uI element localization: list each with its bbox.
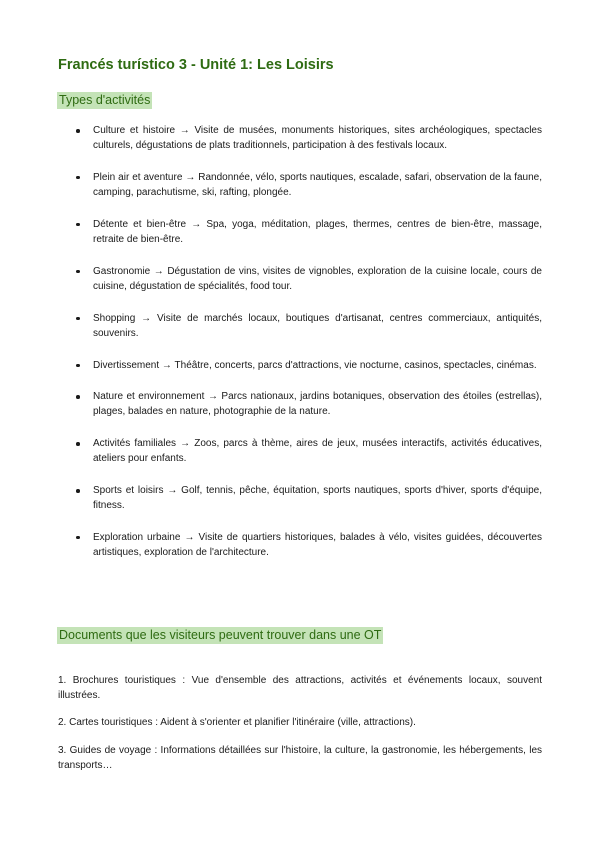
bullet-icon bbox=[76, 536, 80, 540]
list-item bbox=[58, 530, 542, 560]
list-item bbox=[58, 483, 542, 513]
list-item bbox=[58, 170, 542, 200]
activity-description: Visite de marchés locaux, boutiques d'artisanat, centres commerciaux, antiquités, souvenirs. bbox=[93, 312, 542, 339]
document-description: Vue d'ensemble des attractions, activités et événements locaux, souvent illustrées. bbox=[58, 675, 542, 702]
activity-description: Dégustation de vins, visites de vignobles, exploration de la cuisine locale, cours de cuisine, dégustation de spécialités, food tour. bbox=[93, 265, 542, 292]
list-item bbox=[58, 217, 542, 247]
list-item bbox=[58, 123, 542, 153]
document-description: Aident à s'orienter et planifier l'itinéraire (ville, attractions). bbox=[160, 717, 416, 729]
activity-name: Gastronomie bbox=[93, 265, 151, 277]
arrow-glyph: → bbox=[185, 171, 196, 183]
bullet-icon bbox=[76, 395, 80, 399]
list-item bbox=[58, 743, 542, 773]
arrow-glyph: → bbox=[141, 312, 152, 324]
list-item bbox=[58, 311, 542, 341]
arrow-glyph: → bbox=[180, 438, 191, 450]
arrow-glyph: → bbox=[153, 265, 164, 277]
list-item bbox=[58, 358, 542, 373]
section-heading-activity-types: Types d'activités bbox=[59, 93, 151, 107]
activity-name: Divertissement bbox=[93, 359, 160, 371]
activity-description: Théâtre, concerts, parcs d'attractions, vie nocturne, casinos, spectacles, cinémas. bbox=[174, 359, 537, 371]
list-item bbox=[58, 436, 542, 466]
activity-description: Visite de musées, monuments historiques, sites archéologiques, spectacles culturels, dégustations de plats traditionnels, participation à des festivals locaux. bbox=[93, 125, 542, 152]
activity-name: Shopping bbox=[93, 312, 136, 324]
activity-name: Activités familiales bbox=[93, 438, 177, 450]
bullet-icon bbox=[76, 317, 80, 321]
activity-list bbox=[58, 123, 542, 577]
bullet-icon bbox=[76, 270, 80, 274]
activity-name: Détente et bien-être bbox=[93, 218, 187, 230]
activity-name: Culture et histoire bbox=[93, 125, 176, 136]
page-title: Francés turístico 3 - Unité 1: Les Loisirs bbox=[58, 57, 334, 73]
arrow-glyph: → bbox=[207, 391, 218, 403]
activity-description: Spa, yoga, méditation, plages, thermes, centres de bien-être, massage, retraite de bien-être. bbox=[93, 218, 543, 246]
bullet-icon bbox=[76, 129, 80, 133]
arrow-glyph: → bbox=[167, 485, 178, 497]
activity-description: Parcs nationaux, jardins botaniques, observation des étoiles (estrellas), plages, balades en nature, photographie de la nature. bbox=[93, 391, 543, 418]
bullet-icon bbox=[76, 489, 80, 493]
activity-name: Sports et loisirs bbox=[93, 485, 164, 497]
list-item bbox=[58, 673, 542, 703]
list-item bbox=[58, 264, 542, 294]
document-label: 1. Brochures touristiques : bbox=[58, 675, 186, 686]
activity-description: Golf, tennis, pêche, équitation, sports nautiques, sports d'hiver, sports d'équipe, fitness. bbox=[93, 485, 542, 512]
activity-description: Visite de quartiers historiques, balades à vélo, visites guidées, découvertes artistiques, exploration de l'architecture. bbox=[93, 531, 542, 559]
section-heading-ot-documents: Documents que les visiteurs peuvent trouver dans une OT bbox=[59, 628, 382, 642]
activity-name: Plein air et aventure bbox=[93, 171, 183, 183]
activity-description: Randonnée, vélo, sports nautiques, escalade, safari, observation de la faune, camping, parachutisme, ski, rafting, plongée. bbox=[93, 171, 543, 199]
arrow-glyph: → bbox=[161, 359, 172, 371]
document-description: Informations détaillées sur l'histoire, la culture, la gastronomie, les hébergements, les transports… bbox=[58, 744, 543, 771]
document-label: 3. Guides de voyage : bbox=[58, 744, 158, 756]
arrow-glyph: → bbox=[184, 531, 195, 543]
list-item bbox=[58, 715, 542, 730]
activity-name: Nature et environnement bbox=[93, 391, 205, 403]
arrow-glyph: → bbox=[191, 218, 202, 230]
bullet-icon bbox=[76, 442, 80, 446]
document-list bbox=[58, 673, 542, 785]
bullet-icon bbox=[76, 176, 80, 180]
document-label: 2. Cartes touristiques : bbox=[58, 717, 159, 729]
list-item bbox=[58, 389, 542, 419]
arrow-glyph: → bbox=[179, 125, 190, 136]
bullet-icon bbox=[76, 364, 80, 368]
bullet-icon bbox=[76, 223, 80, 227]
activity-description: Zoos, parcs à thème, aires de jeux, musées interactifs, activités éducatives, ateliers pour enfants. bbox=[93, 438, 543, 465]
activity-name: Exploration urbaine bbox=[93, 531, 181, 543]
